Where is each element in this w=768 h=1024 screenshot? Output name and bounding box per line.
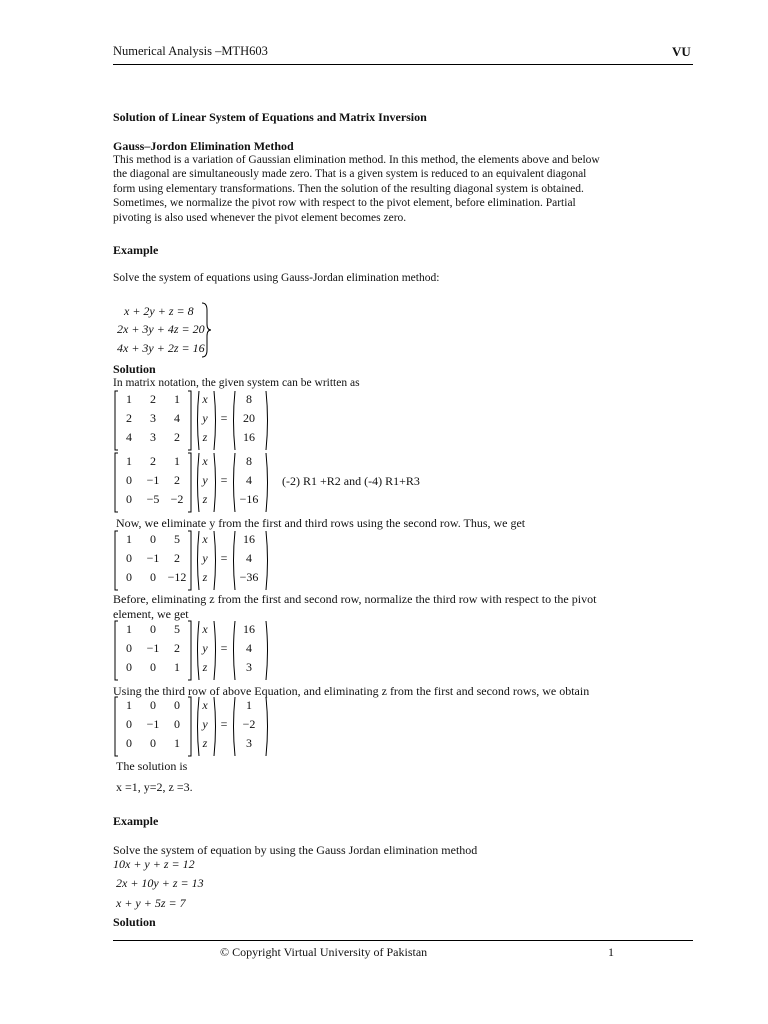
- equals-sign: =: [220, 551, 228, 565]
- matrix-cell: 1: [174, 392, 180, 406]
- matrix-cell: z: [202, 492, 208, 506]
- matrix-cell: y: [202, 473, 208, 487]
- solution-heading: Solution: [113, 915, 156, 929]
- row-operation-note: (-2) R1 +R2 and (-4) R1+R3: [282, 474, 420, 488]
- bracket-close: [213, 696, 218, 757]
- matrix-notation-text: In matrix notation, the given system can be written as: [113, 377, 360, 389]
- matrix-cell: 0: [126, 570, 132, 584]
- example1-prompt: Solve the system of equations using Gauss-Jordan elimination method:: [113, 272, 440, 284]
- matrix-cell: 0: [150, 532, 156, 546]
- matrix-cell: y: [202, 551, 208, 565]
- copyright-text: © Copyright Virtual University of Pakistan: [220, 945, 428, 959]
- bracket-close: [213, 620, 218, 681]
- intro-line: This method is a variation of Gaussian elimination method. In this method, the elements above and below: [113, 154, 600, 166]
- matrix-cell: 2: [174, 551, 180, 565]
- normalize-text-line1: Before, eliminating z from the first and second row, normalize the third row with respect to the pivot: [113, 592, 597, 606]
- matrix-cell: 1: [126, 622, 132, 636]
- matrix-cell: x: [202, 392, 208, 406]
- matrix-cell: x: [202, 532, 208, 546]
- course-title: Numerical Analysis –MTH603: [113, 44, 268, 58]
- matrix-cell: 0: [174, 698, 180, 712]
- matrix-cell: 0: [126, 736, 132, 750]
- matrix-cell: −16: [239, 492, 259, 506]
- equals-sign: =: [220, 717, 228, 731]
- matrix-cell: 1: [246, 698, 252, 712]
- matrix-cell: −1: [146, 717, 160, 731]
- matrix-cell: 2: [174, 641, 180, 655]
- matrix-cell: −1: [146, 551, 160, 565]
- matrix-cell: 4: [246, 473, 252, 487]
- matrix-cell: 5: [174, 532, 180, 546]
- matrix-cell: −2: [170, 492, 184, 506]
- matrix-cell: 0: [150, 736, 156, 750]
- intro-line: pivoting is also used whenever the pivot element becomes zero.: [113, 211, 407, 224]
- matrix-cell: 1: [126, 454, 132, 468]
- matrix-cell: 0: [126, 473, 132, 487]
- matrix-cell: 2: [126, 411, 132, 425]
- matrix-cell: 1: [174, 736, 180, 750]
- matrix-cell: y: [202, 717, 208, 731]
- bracket-close: [187, 530, 193, 591]
- matrix-cell: 2: [174, 473, 180, 487]
- matrix-cell: 8: [246, 454, 252, 468]
- example-heading: Example: [113, 814, 159, 828]
- equals-sign: =: [220, 641, 228, 655]
- matrix-cell: −2: [242, 717, 256, 731]
- page-number: 1: [608, 945, 614, 959]
- matrix-cell: 3: [150, 411, 156, 425]
- matrix-cell: z: [202, 430, 208, 444]
- matrix-cell: 1: [126, 698, 132, 712]
- matrix-cell: y: [202, 411, 208, 425]
- bracket-close: [187, 696, 193, 757]
- intro-line: the diagonal are simultaneously made zero. That is a given system is reduced to an equivalent diagonal: [113, 168, 587, 181]
- system2-eq: 10x + y + z = 12: [113, 857, 195, 871]
- system2-eq: 2x + 10y + z = 13: [116, 876, 204, 890]
- system1-eq: 2x + 3y + 4z = 20: [117, 322, 205, 336]
- matrix-cell: 1: [126, 392, 132, 406]
- matrix-cell: x: [202, 698, 208, 712]
- bracket-close: [213, 390, 218, 451]
- matrix-cell: 3: [150, 430, 156, 444]
- matrix-cell: 4: [246, 641, 252, 655]
- matrix-cell: 0: [150, 698, 156, 712]
- matrix-cell: y: [202, 641, 208, 655]
- bracket-close: [187, 390, 193, 451]
- matrix-cell: 4: [174, 411, 180, 425]
- intro-line: form using elementary transformations. Then the solution of the resulting diagonal system is obtained.: [113, 182, 584, 195]
- bracket-close: [265, 530, 270, 591]
- brand-label: VU: [672, 44, 691, 59]
- bracket-close: [187, 620, 193, 681]
- solution-values: x =1, y=2, z =3.: [116, 780, 193, 794]
- matrix-cell: z: [202, 736, 208, 750]
- system1-eq: 4x + 3y + 2z = 16: [117, 341, 205, 355]
- matrix-cell: x: [202, 454, 208, 468]
- matrix-cell: 2: [150, 454, 156, 468]
- section-title: Solution of Linear System of Equations and Matrix Inversion: [113, 110, 427, 124]
- matrix-cell: 16: [243, 430, 255, 444]
- matrix-cell: 1: [174, 454, 180, 468]
- matrix-cell: 20: [243, 411, 255, 425]
- matrix-cell: 16: [243, 532, 255, 546]
- normalize-text-line2: element, we get: [113, 607, 189, 621]
- matrix-cell: 4: [126, 430, 132, 444]
- solution-heading: Solution: [113, 362, 156, 376]
- bracket-close: [265, 390, 270, 451]
- matrix-cell: 4: [246, 551, 252, 565]
- intro-line: Sometimes, we normalize the pivot row with respect to the pivot element, before elimination. Partial: [113, 197, 576, 210]
- third-row-text: Using the third row of above Equation, and eliminating z from the first and second rows, we obtain: [113, 684, 590, 698]
- matrix-cell: 0: [126, 492, 132, 506]
- example-heading: Example: [113, 243, 159, 257]
- matrix-cell: −5: [146, 492, 160, 506]
- matrix-cell: 1: [174, 660, 180, 674]
- solution-is-text: The solution is: [116, 759, 188, 773]
- eliminate-y-text: Now, we eliminate y from the first and third rows using the second row. Thus, we get: [116, 516, 526, 530]
- matrix-cell: z: [202, 570, 208, 584]
- matrix-cell: −36: [239, 570, 259, 584]
- matrix-cell: 0: [126, 551, 132, 565]
- matrix-cell: 2: [174, 430, 180, 444]
- matrix-cell: x: [202, 622, 208, 636]
- matrix-cell: 8: [246, 392, 252, 406]
- matrix-cell: z: [202, 660, 208, 674]
- system1-brace: [200, 302, 212, 358]
- matrix-cell: 0: [126, 641, 132, 655]
- matrix-cell: 0: [150, 622, 156, 636]
- matrix-cell: 0: [150, 570, 156, 584]
- bracket-close: [213, 530, 218, 591]
- system1-eq: x + 2y + z = 8: [124, 304, 194, 318]
- footer-rule: [113, 940, 693, 941]
- example2-prompt: Solve the system of equation by using the Gauss Jordan elimination method: [113, 843, 478, 857]
- bracket-close: [265, 696, 270, 757]
- bracket-close: [213, 452, 218, 513]
- equals-sign: =: [220, 411, 228, 425]
- matrix-cell: 0: [126, 717, 132, 731]
- system2-eq: x + y + 5z = 7: [116, 896, 186, 910]
- matrix-cell: 0: [150, 660, 156, 674]
- matrix-cell: 3: [246, 660, 252, 674]
- matrix-cell: −12: [167, 570, 187, 584]
- matrix-cell: −1: [146, 641, 160, 655]
- matrix-cell: 2: [150, 392, 156, 406]
- header-rule: [113, 64, 693, 65]
- matrix-cell: 0: [126, 660, 132, 674]
- matrix-cell: 3: [246, 736, 252, 750]
- equals-sign: =: [220, 473, 228, 487]
- matrix-cell: 16: [243, 622, 255, 636]
- bracket-close: [187, 452, 193, 513]
- matrix-cell: −1: [146, 473, 160, 487]
- matrix-cell: 5: [174, 622, 180, 636]
- intro-paragraph: [113, 153, 673, 225]
- matrix-cell: 0: [174, 717, 180, 731]
- bracket-close: [265, 452, 270, 513]
- method-title: Gauss–Jordon Elimination Method: [113, 139, 294, 153]
- matrix-cell: 1: [126, 532, 132, 546]
- bracket-close: [265, 620, 270, 681]
